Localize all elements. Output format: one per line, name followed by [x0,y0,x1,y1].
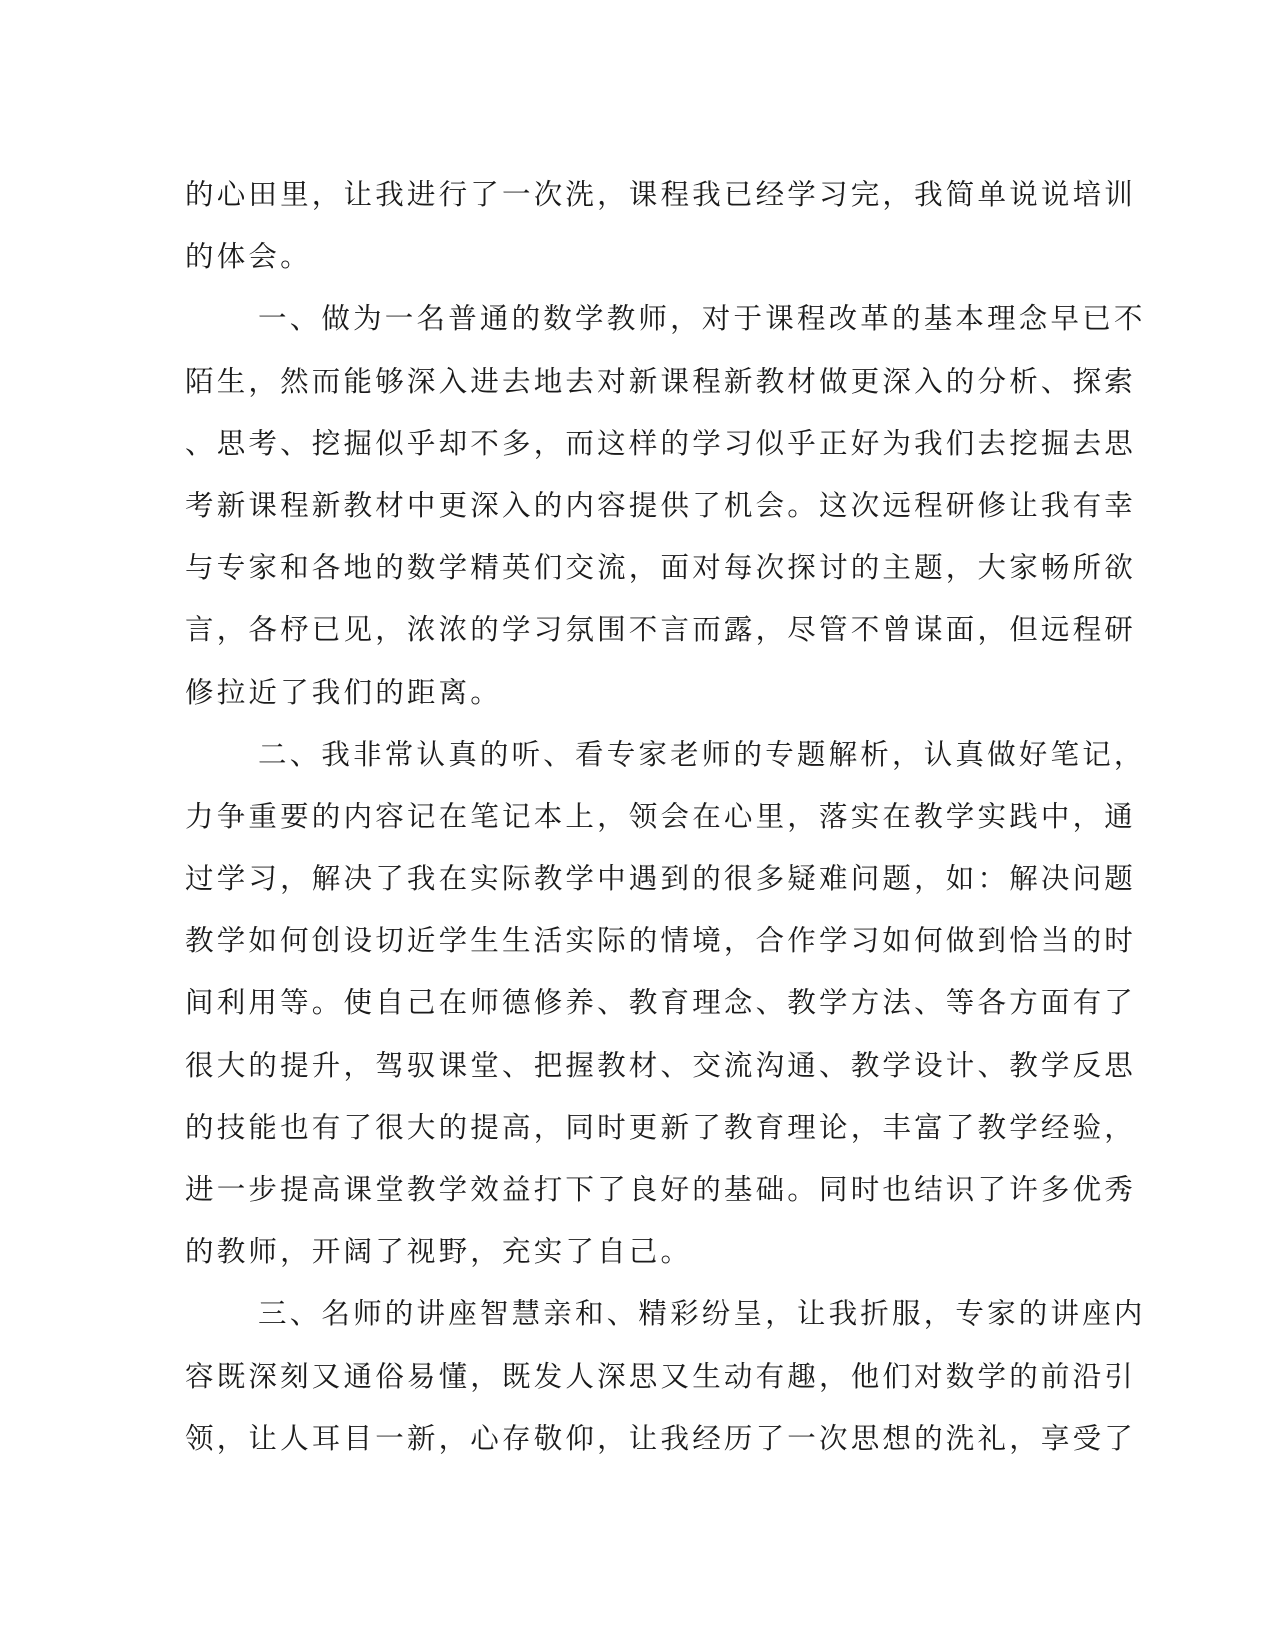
text-line: 三、名师的讲座智慧亲和、精彩纷呈，让我折服，专家的讲座内 [258,1297,1146,1331]
text-line: 间利用等。使自己在师德修养、教育理念、教学方法、等各方面有了 [185,986,1137,1020]
text-line: 的体会。 [185,240,312,274]
text-line: 考新课程新教材中更深入的内容提供了机会。这次远程研修让我有幸 [185,488,1137,522]
text-line: 一、做为一名普通的数学教师，对于课程改革的基本理念早已不 [258,302,1146,336]
text-line: 修拉近了我们的距离。 [185,675,503,709]
text-line: 教学如何创设切近学生生活实际的情境，合作学习如何做到恰当的时 [185,924,1137,958]
text-line: 、思考、挖掘似乎却不多，而这样的学习似乎正好为我们去挖掘去思 [185,426,1137,460]
text-line: 的心田里，让我进行了一次洗，课程我已经学习完，我简单说说培训 [185,178,1137,211]
text-line: 二、我非常认真的听、看专家老师的专题解析，认真做好笔记， [258,737,1146,771]
document-body [185,164,1146,1470]
text-line: 很大的提升，驾驭课堂、把握教材、交流沟通、教学设计、教学反思 [185,1048,1137,1082]
text-line: 力争重要的内容记在笔记本上，领会在心里，落实在教学实践中，通 [185,799,1137,833]
text-line: 进一步提高课堂教学效益打下了良好的基础。同时也结识了许多优秀 [185,1173,1137,1206]
text-line: 的技能也有了很大的提高，同时更新了教育理论，丰富了教学经验， [185,1110,1137,1144]
text-line: 领，让人耳目一新，心存敬仰，让我经历了一次思想的洗礼，享受了 [185,1421,1137,1455]
text-line: 过学习，解决了我在实际教学中遇到的很多疑难问题，如：解决问题 [185,862,1137,896]
text-line: 与专家和各地的数学精英们交流，面对每次探讨的主题，大家畅所欲 [185,551,1137,585]
text-line: 陌生，然而能够深入进去地去对新课程新教材做更深入的分析、探索 [185,364,1137,398]
text-line: 的教师，开阔了视野，充实了自己。 [185,1235,693,1269]
text-line: 言，各杼已见，浓浓的学习氛围不言而露，尽管不曾谋面，但远程研 [185,613,1137,647]
text-line: 容既深刻又通俗易懂，既发人深思又生动有趣，他们对数学的前沿引 [185,1359,1137,1393]
